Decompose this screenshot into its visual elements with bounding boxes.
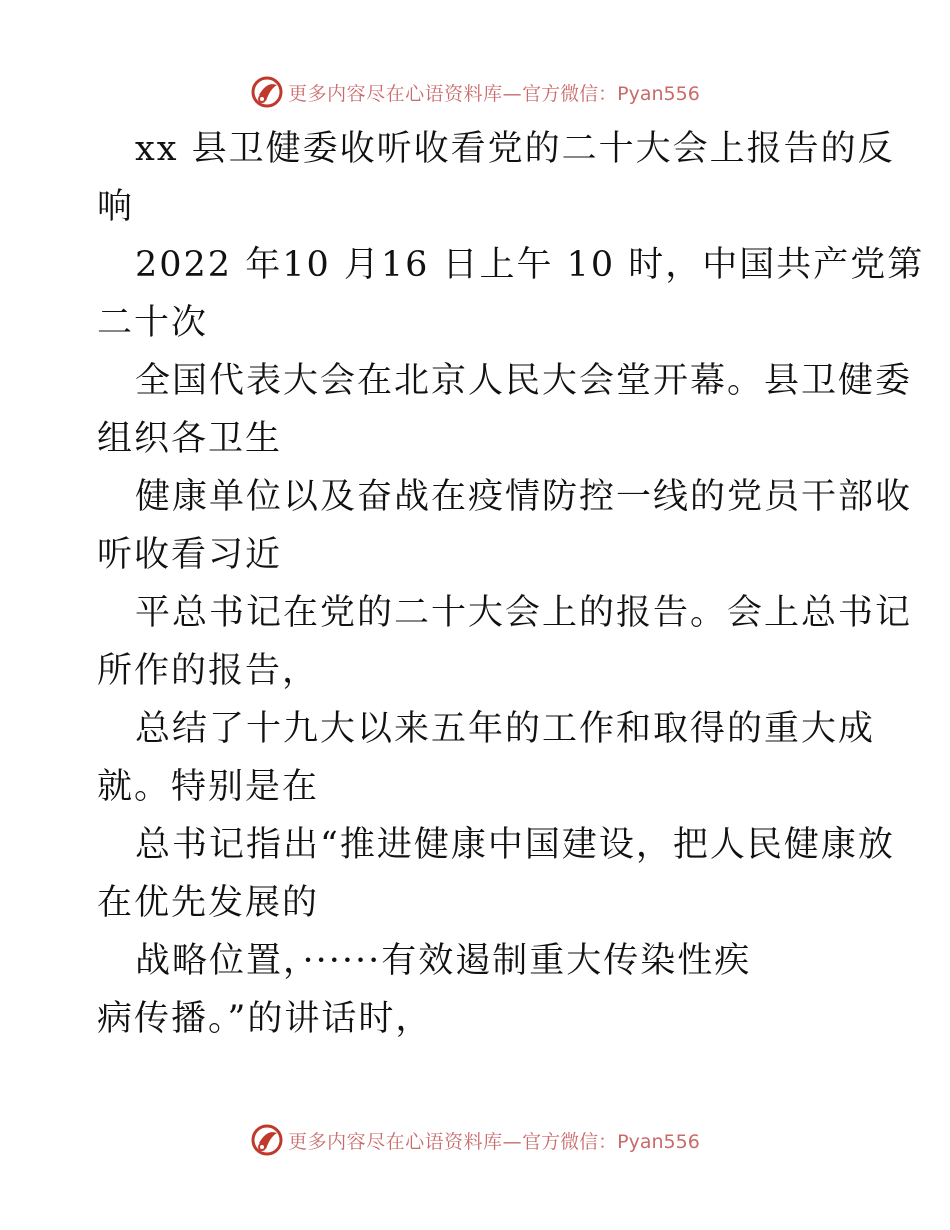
footer-watermark (0, 1120, 950, 1160)
header-watermark (0, 72, 950, 112)
doc-line: 在优先发展的 (97, 883, 320, 923)
doc-line: 就。特别是在 (97, 767, 320, 807)
doc-line: xx 县卫健委收听收看党的二十大会上报告的反 (135, 129, 895, 169)
doc-line: 总书记指出“推进健康中国建设，把人民健康放 (135, 825, 895, 865)
doc-line: 战略位置，······有效遏制重大传染性疾 (135, 941, 752, 981)
brand-logo-icon (250, 1123, 284, 1157)
doc-line: 二十次 (97, 303, 209, 343)
doc-line: 平总书记在党的二十大会上的报告。会上总书记 (135, 593, 913, 633)
doc-line: 2022 年10 月16 日上午 10 时，中国共产党第 (135, 245, 925, 285)
brand-logo-icon (250, 75, 284, 109)
watermark-wechat: 官方微信：Pyan556 (522, 1130, 700, 1153)
watermark-text: 更多内容尽在心语资料库— (288, 82, 523, 105)
doc-line: 健康单位以及奋战在疫情防控一线的党员干部收 (135, 477, 913, 517)
doc-line: 总结了十九大以来五年的工作和取得的重大成 (135, 709, 876, 749)
document-body (97, 120, 925, 1048)
watermark-wechat: 官方微信：Pyan556 (522, 82, 700, 105)
doc-line: 全国代表大会在北京人民大会堂开幕。县卫健委 (135, 361, 913, 401)
doc-line: 组织各卫生 (97, 419, 283, 459)
doc-line: 病传播。”的讲话时， (97, 999, 433, 1039)
doc-line: 响 (97, 187, 135, 227)
doc-line: 所作的报告， (97, 651, 320, 691)
watermark-text: 更多内容尽在心语资料库— (288, 1130, 523, 1153)
doc-line: 听收看习近 (97, 535, 283, 575)
